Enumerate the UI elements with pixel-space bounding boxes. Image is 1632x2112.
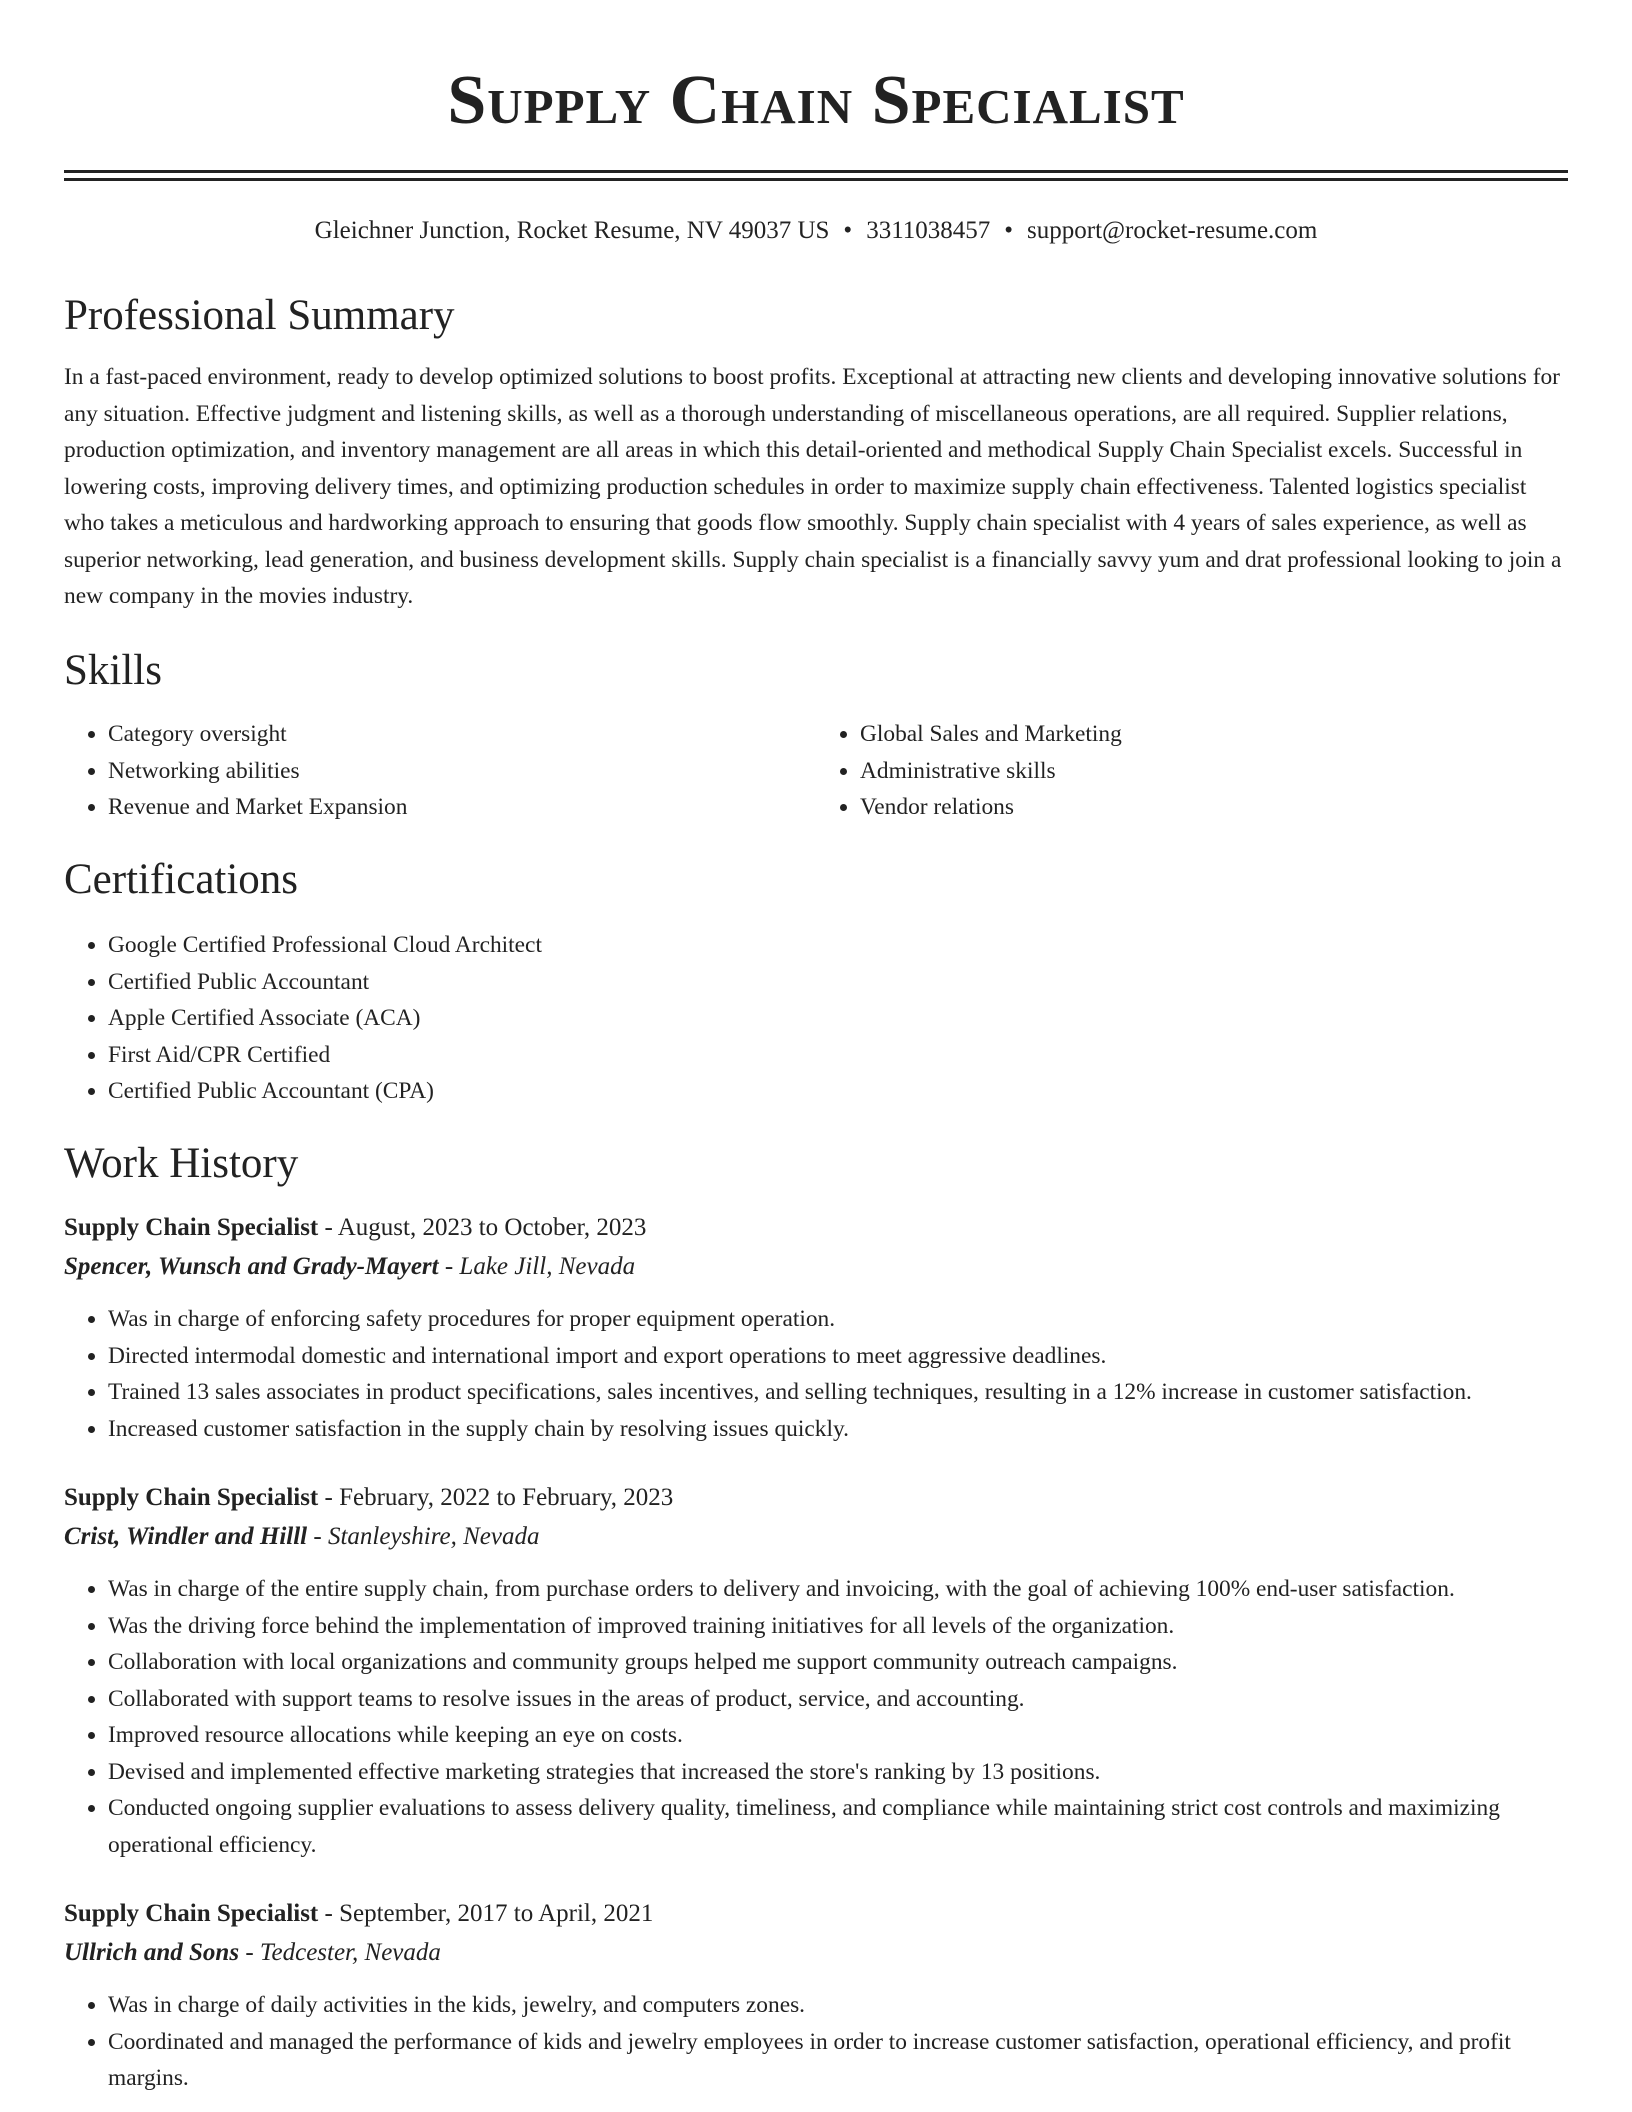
certification-item: • Apple Certified Associate (ACA) (108, 1000, 1568, 1037)
skills-column-right (816, 716, 1568, 826)
summary-heading: Professional Summary (64, 291, 455, 339)
contact-email: support@rocket-resume.com (1027, 217, 1318, 244)
skill-item: • Category oversight (108, 716, 816, 753)
title-divider (64, 170, 1568, 181)
skills-list (64, 716, 1568, 826)
job-title-line: Supply Chain Specialist - February, 2022 to February, 2023 (64, 1484, 674, 1512)
job-entry (64, 1479, 1568, 1863)
job-location: Lake Jill, Nevada (459, 1253, 636, 1281)
skill-item: • Vendor relations (860, 789, 1568, 826)
separator-dot: • (843, 217, 853, 244)
certifications-heading: Certifications (64, 855, 299, 903)
skills-column-left (64, 716, 816, 826)
job-entry (64, 1209, 1568, 1447)
job-dates: February, 2022 to February, 2023 (339, 1484, 674, 1512)
job-dates: August, 2023 to October, 2023 (337, 1214, 647, 1242)
job-bullet: • Improved resource allocations while keeping an eye on costs. (108, 1717, 1568, 1754)
skill-item: • Revenue and Market Expansion (108, 789, 816, 826)
job-company-line: Crist, Windler and Hilll - Stanleyshire, Nevada (64, 1523, 540, 1551)
job-bullets (64, 1987, 1568, 2097)
skill-item: • Networking abilities (108, 753, 816, 790)
job-bullet: • Devised and implemented effective marketing strategies that increased the store's ranking by 13 positions. (108, 1754, 1568, 1791)
skill-item: • Global Sales and Marketing (860, 716, 1568, 753)
contact-phone: 3311038457 (866, 217, 991, 244)
certification-item: • Google Certified Professional Cloud Architect (108, 927, 1568, 964)
summary-text: In a fast-paced environment, ready to develop optimized solutions to boost profits. Exceptional at attracting new clients and developing innovative solutions for any situation. Effective judgment and listening skills, as well as a thorough understanding of miscellaneous operations, are all required. Supplier relations, production optimization, and inventory management are all areas in which this detail-oriented and methodical Supply Chain Specialist excels. Successful in lowering costs, improving delivery times, and optimizing production schedules in order to maximize supply chain effectiveness. Talented logistics specialist who takes a meticulous and hardworking approach to ensuring that goods flow smoothly. Supply chain specialist with 4 years of sales experience, as well as superior networking, lead generation, and business development skills. Supply chain specialist is a financially savvy yum and drat professional looking to join a new company in the movies industry. (64, 364, 1562, 610)
job-entry (64, 1895, 1568, 2097)
skills-heading: Skills (64, 646, 162, 694)
job-location: Stanleyshire, Nevada (327, 1523, 540, 1551)
job-dates: September, 2017 to April, 2021 (339, 1900, 654, 1928)
job-bullet: • Was in charge of enforcing safety procedures for proper equipment operation. (108, 1301, 1568, 1338)
separator-dot: • (1004, 217, 1014, 244)
job-bullets (64, 1571, 1568, 1863)
job-bullet: • Was in charge of daily activities in the kids, jewelry, and computers zones. (108, 1987, 1568, 2024)
job-company: Spencer, Wunsch and Grady-Mayert (64, 1253, 439, 1281)
certification-item: • Certified Public Accountant (108, 964, 1568, 1001)
job-bullet: • Conducted ongoing supplier evaluations to assess delivery quality, timeliness, and compliance while maintaining strict cost controls and maximizing operational efficiency. (108, 1790, 1568, 1863)
job-company: Crist, Windler and Hilll (64, 1523, 308, 1551)
job-bullet: • Was the driving force behind the implementation of improved training initiatives for all levels of the organization. (108, 1608, 1568, 1645)
job-role: Supply Chain Specialist (64, 1214, 319, 1242)
contact-line (64, 215, 1568, 248)
job-bullet: • Trained 13 sales associates in product specifications, sales incentives, and selling techniques, resulting in a 12% increase in customer satisfaction. (108, 1374, 1568, 1411)
certifications-list (64, 927, 1568, 1110)
contact-address: Gleichner Junction, Rocket Resume, NV 49037 US (314, 217, 830, 244)
job-bullets (64, 1301, 1568, 1447)
job-bullet: • Collaboration with local organizations and community groups helped me support community outreach campaigns. (108, 1644, 1568, 1681)
job-role: Supply Chain Specialist (64, 1484, 319, 1512)
job-location: Tedcester, Nevada (259, 1939, 441, 1967)
job-bullet: • Increased customer satisfaction in the supply chain by resolving issues quickly. (108, 1411, 1568, 1448)
job-bullet: • Collaborated with support teams to resolve issues in the areas of product, service, and accounting. (108, 1681, 1568, 1718)
certification-item: • Certified Public Accountant (CPA) (108, 1073, 1568, 1110)
work-history-heading: Work History (64, 1139, 299, 1187)
job-bullet: • Was in charge of the entire supply chain, from purchase orders to delivery and invoicing, with the goal of achieving 100% end-user satisfaction. (108, 1571, 1568, 1608)
job-role: Supply Chain Specialist (64, 1900, 319, 1928)
job-company-line: Spencer, Wunsch and Grady-Mayert - Lake Jill, Nevada (64, 1253, 636, 1281)
job-bullet: • Directed intermodal domestic and international import and export operations to meet aggressive deadlines. (108, 1338, 1568, 1375)
job-title-line: Supply Chain Specialist - August, 2023 to October, 2023 (64, 1214, 647, 1242)
certification-item: • First Aid/CPR Certified (108, 1037, 1568, 1074)
job-company-line: Ullrich and Sons - Tedcester, Nevada (64, 1939, 441, 1967)
skill-item: • Administrative skills (860, 753, 1568, 790)
page-title: Supply Chain Specialist (447, 62, 1185, 139)
job-title-line: Supply Chain Specialist - September, 2017 to April, 2021 (64, 1900, 654, 1928)
job-bullet: • Coordinated and managed the performance of kids and jewelry employees in order to increase customer satisfaction, operational efficiency, and profit margins. (108, 2024, 1568, 2097)
job-company: Ullrich and Sons (64, 1939, 240, 1967)
